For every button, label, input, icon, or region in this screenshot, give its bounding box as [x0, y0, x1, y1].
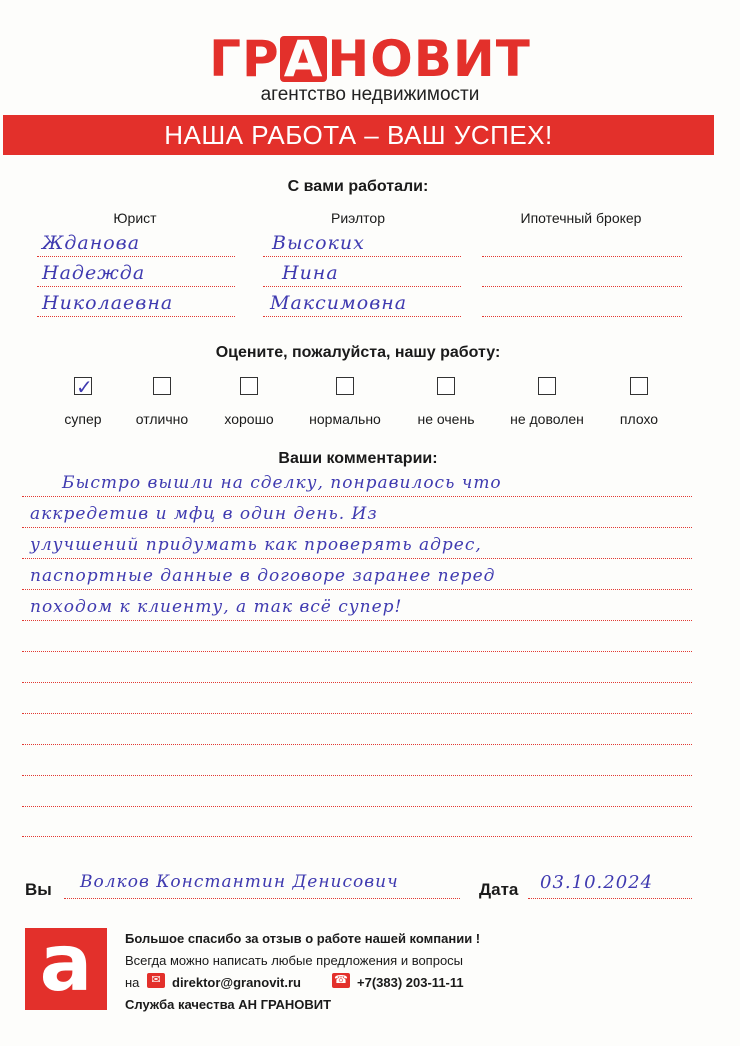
rating-label-excellent: отлично	[135, 411, 189, 427]
broker-line-1	[482, 256, 682, 257]
comment-text-5: походом к клиенту, а так всё супер!	[30, 597, 403, 617]
logo-text-pre: ГР	[209, 30, 280, 88]
date-line	[528, 898, 692, 899]
comment-line-1	[22, 496, 692, 497]
comments-title: Ваши комментарии:	[278, 450, 438, 467]
rating-checkbox-super[interactable]	[74, 375, 93, 399]
footer-phone-link[interactable]: +7(383) 203-11-11	[357, 975, 464, 990]
lawyer-line-2	[37, 286, 235, 287]
comment-line-10	[22, 775, 692, 776]
lawyer-patronymic: Николаевна	[42, 292, 174, 314]
realtor-first-name: Нина	[282, 262, 339, 284]
date-handwritten: 03.10.2024	[540, 872, 654, 893]
rating-checkbox-good[interactable]	[240, 377, 258, 395]
lawyer-column-label: Юрист	[113, 210, 157, 226]
lawyer-surname: Жданова	[42, 232, 141, 254]
broker-line-3	[482, 316, 682, 317]
broker-line-2	[482, 286, 682, 287]
lawyer-first-name: Надежда	[42, 262, 146, 284]
comment-line-12	[22, 836, 692, 837]
comment-line-6	[22, 651, 692, 652]
comment-text-2: аккредетив и мфц в один день. Из	[30, 504, 378, 524]
rating-checkbox-bad[interactable]	[630, 377, 648, 395]
realtor-column-label: Риэлтор	[331, 210, 385, 226]
comment-line-5	[22, 620, 692, 621]
comment-line-4	[22, 589, 692, 590]
slogan-banner: НАША РАБОТА – ВАШ УСПЕХ!	[3, 115, 714, 155]
footer-email-link[interactable]: direktor@granovit.ru	[172, 975, 301, 990]
comment-line-3	[22, 558, 692, 559]
rating-label-bad: плохо	[619, 411, 659, 427]
agency-subtitle: агентство недвижимости	[260, 84, 480, 105]
rating-label-good: хорошо	[224, 411, 274, 427]
you-name-handwritten: Волков Константин Денисович	[80, 872, 399, 892]
you-label: Вы	[25, 880, 52, 899]
footer-on: на	[125, 975, 140, 990]
footer-logo-icon: а	[25, 928, 107, 1010]
realtor-surname: Высоких	[272, 232, 365, 254]
rating-checkbox-unhappy[interactable]	[538, 377, 556, 395]
rating-checkbox-normal[interactable]	[336, 377, 354, 395]
realtor-patronymic: Максимовна	[270, 292, 408, 314]
footer-thanks: Большое спасибо за отзыв о работе нашей компании !	[125, 931, 481, 946]
rating-checkbox-not-very[interactable]	[437, 377, 455, 395]
comment-line-9	[22, 744, 692, 745]
comment-line-2	[22, 527, 692, 528]
rating-title: Оцените, пожалуйста, нашу работу:	[215, 344, 501, 361]
staff-title: С вами работали:	[287, 178, 429, 195]
realtor-line-3	[263, 316, 461, 317]
comment-line-8	[22, 713, 692, 714]
footer-service: Служба качества АН ГРАНОВИТ	[125, 997, 332, 1012]
comment-text-4: паспортные данные в договоре заранее перед	[30, 566, 496, 586]
lawyer-line-1	[37, 256, 235, 257]
envelope-icon: ✉	[147, 973, 165, 988]
realtor-line-1	[263, 256, 461, 257]
rating-checkbox-excellent[interactable]	[153, 377, 171, 395]
comment-line-11	[22, 806, 692, 807]
logo-box-letter: А	[280, 36, 328, 82]
comment-text-3: улучшений придумать как проверять адрес,	[30, 535, 482, 555]
brand-logo	[0, 30, 740, 88]
comment-line-7	[22, 682, 692, 683]
rating-label-super: супер	[64, 411, 102, 427]
rating-label-normal: нормально	[309, 411, 381, 427]
comment-text-1: Быстро вышли на сделку, понравилось что	[62, 473, 502, 493]
rating-label-not-very: не очень	[417, 411, 475, 427]
date-label: Дата	[479, 880, 519, 899]
phone-icon: ☎	[332, 973, 350, 988]
you-line	[64, 898, 460, 899]
rating-label-unhappy: не доволен	[510, 411, 584, 427]
logo-text-post: НОВИТ	[327, 30, 531, 88]
footer-invite: Всегда можно написать любые предложения и вопросы	[125, 953, 464, 968]
broker-column-label: Ипотечный брокер	[520, 210, 642, 226]
checkmark-icon: ✓	[76, 375, 93, 399]
realtor-line-2	[263, 286, 461, 287]
lawyer-line-3	[37, 316, 235, 317]
